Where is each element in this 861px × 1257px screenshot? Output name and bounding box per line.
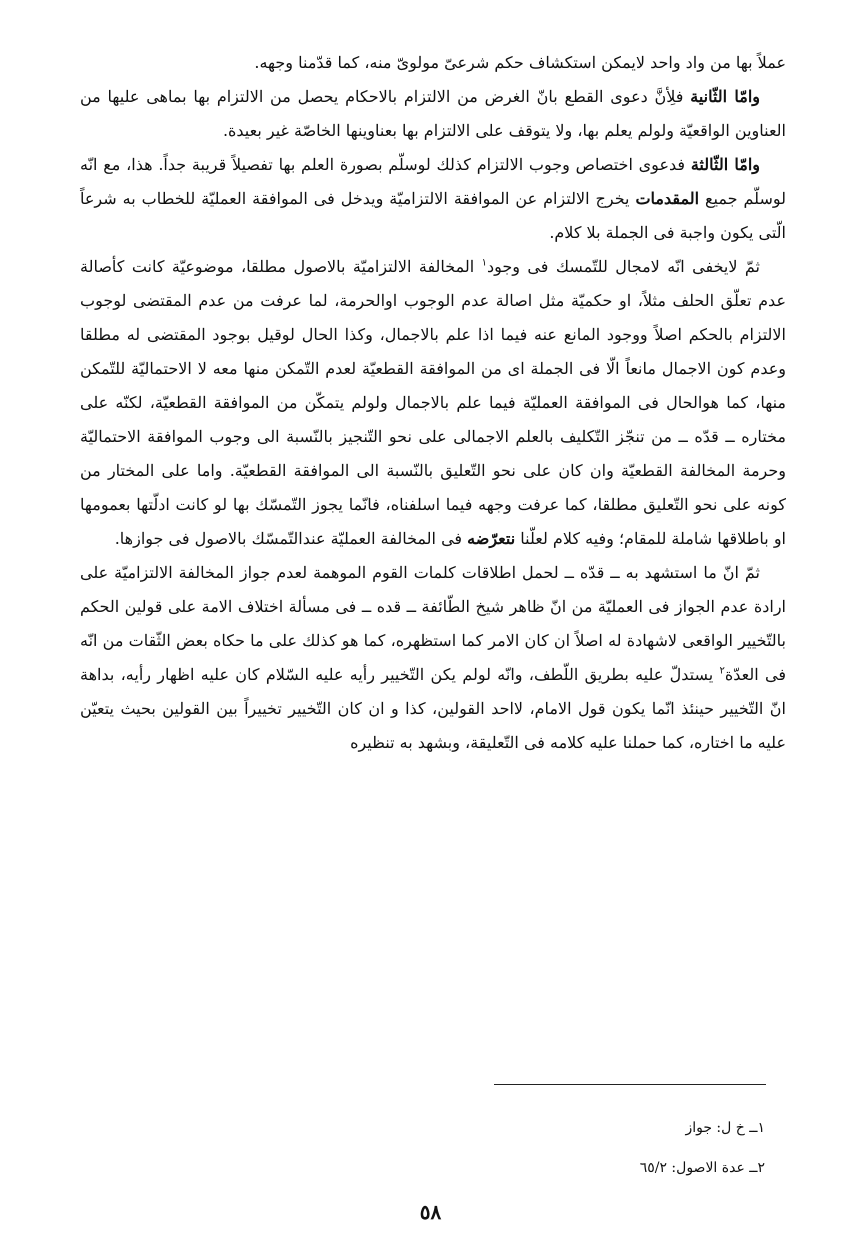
text-run: عملاً بها من واد واحد لايمكن استكشاف حكم شرعىّ مولوىّ منه، كما قدّمنا وجهه. <box>254 53 786 72</box>
paragraph <box>80 148 786 250</box>
footnotes <box>365 1108 765 1188</box>
text-run: فدعوى اختصاص وجوب الالتزام كذلك لوسلّم بصورة العلم بها تفصيلاً قريبة جداً. هذا، مع انّه لوسلّم جميع <box>80 155 786 208</box>
text-run: يخرج الالتزام عن الموافقة الالتزاميّة ويدخل فى الموافقة العمليّة للخطاب به شرعاً الّتى يكون واجبة فى الجملة بلا كلام. <box>80 189 786 242</box>
paragraph <box>80 80 786 148</box>
body-text <box>80 46 786 760</box>
paragraph <box>80 556 786 760</box>
text-run: ثمّ انّ ما استشهد به ــ قدّه ــ لحمل اطلاقات كلمات القوم الموهمة لعدم جواز المخالفة الالتزاميّة على ارادة عدم الجواز فى العمليّة من انّ ظاهر شيخ الطّائفة ــ قده ــ فى مسألة اختلاف الامة على قولين الحكم بالتّخيير الواقعى لاشهادة له اصلاً ان كان الامر كما استظهره، كما هو كذلك على ما حكاه بعض الثّقات من انّه فى العدّة <box>80 563 787 684</box>
bold-term: وامّا الثّالثة <box>690 155 761 174</box>
page-number: ٥٨ <box>419 1200 442 1224</box>
footnote-2: ٢ــ عدة الاصول: ٦٥/٢ <box>639 1160 765 1176</box>
footnote-marker: ٢ <box>719 665 725 677</box>
footnote-marker: ١ <box>481 257 487 269</box>
text-run: يستدلّ عليه بطريق اللّطف، وانّه لولم يكن التّخيير رأيه عليه السّلام كان عليه اظهار رأيه، بداهة انّ التّخيير حينئذ انّما يكون قول الامام، لااحد القولين، كذا و ان كان التّخيير تخييراً بين القولين بحيث يتعيّن عليه ما اختاره، كما حملنا عليه كلامه فى التّعليقة، وبشهد به تنظيره <box>80 665 786 752</box>
paragraph <box>80 250 786 556</box>
text-run: فلِأنَّ دعوى القطع بانّ الغرض من الالتزام بالاحكام يحصل من الالتزام بها بماهى عليها من العناوين الواقعيّة ولولم يعلم بها، ولا يتوقف على الالتزام بها بعناوينها الخاصّة غير بعيدة. <box>80 87 786 140</box>
bold-term: وامّا الثّانية <box>690 87 760 106</box>
text-run: ثمّ لايخفى انّه لامجال للتّمسك فى وجود <box>486 257 760 276</box>
footnote-1: ١ــ خ ل: جواز <box>685 1120 765 1136</box>
paragraph <box>80 46 786 80</box>
footnote-separator <box>494 1084 766 1085</box>
text-run: فى المخالفة العمليّة عندالتّمسّك بالاصول فى جوازها. <box>114 529 468 548</box>
bold-term: المقدمات <box>635 189 700 208</box>
bold-term: نتعرّضه <box>467 529 516 548</box>
text-run: المخالفة الالتزاميّة بالاصول مطلقا، موضوعيّة كانت كأصالة عدم تعلّق الحلف مثلاً، او حكميّة مثل اصالة عدم الوجوب اوالحرمة، لما عرفت من عدم المقتضى لوجوب الالتزام بالحكم اصلاً ووجود المانع عنه فيما اذا علم بالاجمال، وكذا الحال لوقيل بوجود المقتضى له مطلقا وعدم كون الاجمال مانعاً الّا فى الجملة اى من الموافقة القطعيّة لعدم التّمكن منها معه لا الاحتماليّة للتّمكن منها، كما هوالحال فى الموافقة العمليّة فيما علم بالاجمال ولولم يتمكّن من الموافقة القطعيّة، لكنّه على مختاره ــ قدّه ــ من تنجّز التّكليف بالعلم الاجمالى على نحو التّنجيز بالنّسبة الى وجوب الموافقة الاحتماليّة وحرمة المخالفة القطعيّة وان كان على نحو التّعليق بالنّسبة الى الموافقة القطعيّة. واما على المختار من كونه على نحو التّعليق مطلقا، كما عرفت وجهه فيما اسلفناه، فانّما يجوز التّمسّك بها لو كانت ادلّتها بعمومها او باطلاقها شاملة للمقام؛ وفيه كلام لعلّنا <box>80 257 787 548</box>
